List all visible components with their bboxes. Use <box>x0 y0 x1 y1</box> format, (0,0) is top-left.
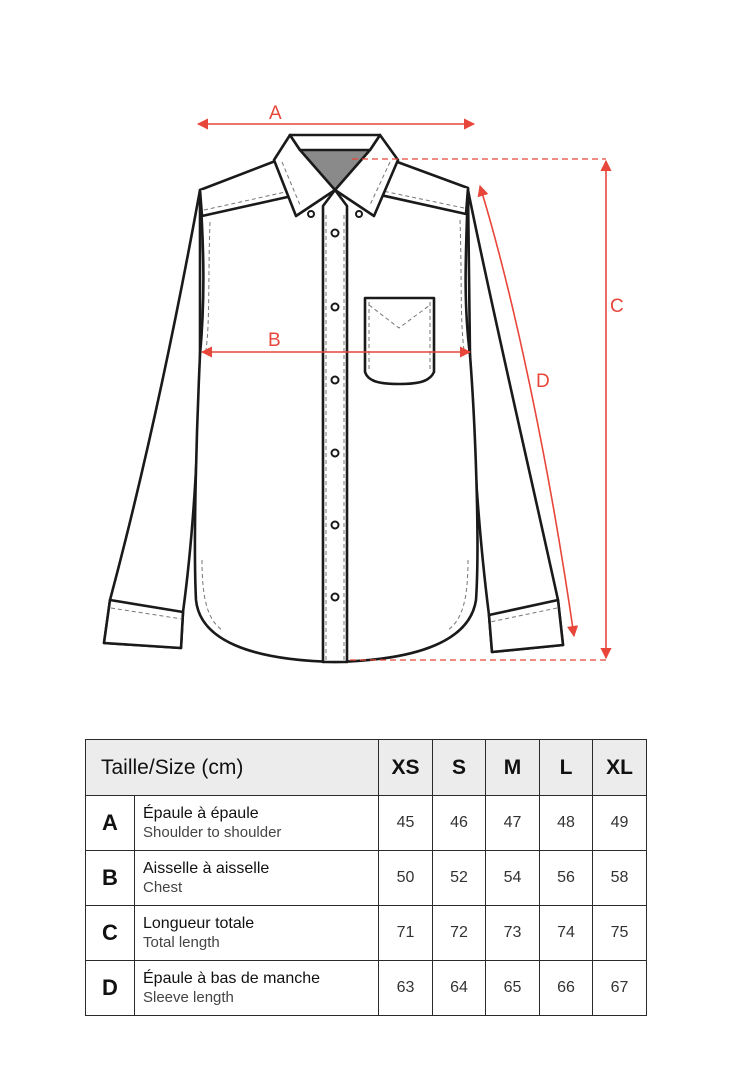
button <box>332 304 339 311</box>
row-label-fr: Longueur totale <box>143 915 255 932</box>
cell-value: 65 <box>486 961 540 1016</box>
dimension-c-label: C <box>610 296 624 317</box>
row-letter: C <box>86 906 135 961</box>
dimension-a-label: A <box>269 103 282 124</box>
placket <box>323 190 347 662</box>
dimension-d-label: D <box>536 371 550 392</box>
row-description <box>135 796 379 851</box>
cell-value: 46 <box>433 796 486 851</box>
cell-value: 52 <box>433 851 486 906</box>
button <box>332 522 339 529</box>
button <box>332 230 339 237</box>
right-sleeve <box>468 190 563 652</box>
row-letter: A <box>86 796 135 851</box>
table-title: Taille/Size (cm) <box>86 740 379 796</box>
cell-value: 63 <box>379 961 433 1016</box>
size-header-l: L <box>540 740 593 796</box>
table-row <box>86 961 647 1016</box>
cell-value: 75 <box>593 906 647 961</box>
cell-value: 45 <box>379 796 433 851</box>
cell-value: 74 <box>540 906 593 961</box>
table-row <box>86 796 647 851</box>
row-label-fr: Épaule à bas de manche <box>143 970 321 987</box>
row-description <box>135 851 379 906</box>
dimension-b-label: B <box>268 330 281 351</box>
cell-value: 49 <box>593 796 647 851</box>
row-letter: D <box>86 961 135 1016</box>
table-row <box>86 906 647 961</box>
cell-value: 64 <box>433 961 486 1016</box>
cell-value: 72 <box>433 906 486 961</box>
row-label-en: Sleeve length <box>143 989 234 1006</box>
cell-value: 56 <box>540 851 593 906</box>
size-header-m: M <box>486 740 540 796</box>
button <box>332 377 339 384</box>
size-chart-table <box>85 739 647 1016</box>
cell-value: 58 <box>593 851 647 906</box>
row-label-fr: Épaule à épaule <box>143 805 259 822</box>
row-label-en: Shoulder to shoulder <box>143 824 282 841</box>
cell-value: 54 <box>486 851 540 906</box>
cell-value: 50 <box>379 851 433 906</box>
table-row <box>86 851 647 906</box>
row-description <box>135 906 379 961</box>
cell-value: 66 <box>540 961 593 1016</box>
collar-band <box>290 135 380 150</box>
row-label-fr: Aisselle à aisselle <box>143 860 270 877</box>
size-header-xs: XS <box>379 740 433 796</box>
cell-value: 67 <box>593 961 647 1016</box>
size-header-xl: XL <box>593 740 647 796</box>
chest-pocket <box>365 298 434 384</box>
cell-value: 47 <box>486 796 540 851</box>
button <box>332 594 339 601</box>
row-description <box>135 961 379 1016</box>
size-header-s: S <box>433 740 486 796</box>
cell-value: 48 <box>540 796 593 851</box>
row-label-en: Total length <box>143 934 220 951</box>
row-letter: B <box>86 851 135 906</box>
button <box>332 450 339 457</box>
cell-value: 71 <box>379 906 433 961</box>
left-sleeve <box>104 190 200 648</box>
cell-value: 73 <box>486 906 540 961</box>
table-header-row <box>86 740 647 796</box>
row-label-en: Chest <box>143 879 183 896</box>
